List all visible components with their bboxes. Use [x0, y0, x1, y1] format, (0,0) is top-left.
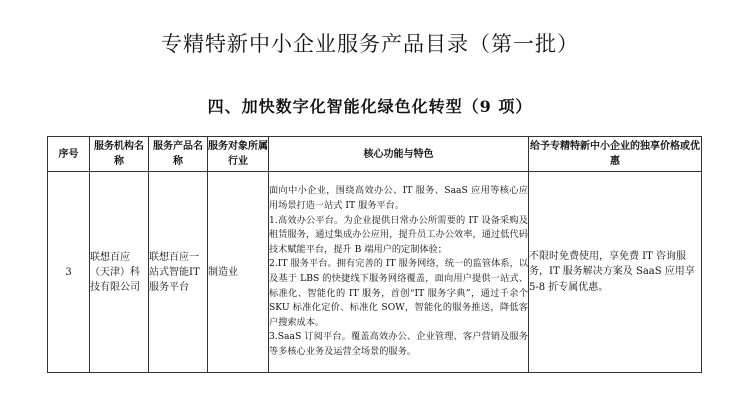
core-item-office: 1.高效办公平台。为企业提供日常办公所需要的 IT 设备采购及租赁服务，通过集成办公应用，提升员工办公效率，通过低代码技术赋能平台，提升 B 端用户的定制体验； [269, 214, 528, 255]
cell-index: 3 [48, 172, 90, 373]
cell-product: 联想百应一站式智能IT服务平台 [149, 172, 208, 373]
header-index: 序号 [48, 137, 90, 172]
header-org: 服务机构名称 [90, 137, 149, 172]
core-item-saas: 3.SaaS 订阅平台。覆盖高效办公、企业管理、客户营销及服务等多核心业务及运营全场景的服务。 [269, 331, 528, 357]
header-price: 给予专精特新中小企业的独享价格或优惠 [529, 137, 702, 172]
header-product: 服务产品名称 [149, 137, 208, 172]
table-row [48, 172, 702, 373]
cell-price: 不限时免费使用，享免费 IT 咨询服务，IT 服务解决方案及 SaaS 应用享 5-8 折专属优惠。 [529, 172, 702, 373]
document-title: 专精特新中小企业服务产品目录（第一批） [161, 32, 579, 56]
core-item-it-service: 2.IT 服务平台。拥有完善的 IT 服务网络，统一的监管体系，以及基于 LBS 的快捷线下服务网络覆盖，面向用户提供一站式、标准化、智能化的 IT 服务，首创“IT 服务字典”，通过千余个 SKU 标准化定价、标准化 SOW，智能化的服务推送，降低客户搜索成本。 [269, 258, 528, 328]
cell-industry: 制造业 [208, 172, 269, 373]
header-core: 核心功能与特色 [269, 137, 529, 172]
table-header-row [48, 137, 702, 172]
cell-org: 联想百应（天津）科技有限公司 [90, 172, 149, 373]
catalog-table [47, 136, 702, 373]
header-industry: 服务对象所属行业 [208, 137, 269, 172]
section-title: 四、加快数字化智能化绿色化转型（9 项） [207, 97, 533, 116]
core-intro: 面向中小企业，围绕高效办公、IT 服务、SaaS 应用等核心应用场景打造一站式 IT 服务平台。 [269, 185, 528, 212]
cell-core-features [269, 172, 529, 373]
